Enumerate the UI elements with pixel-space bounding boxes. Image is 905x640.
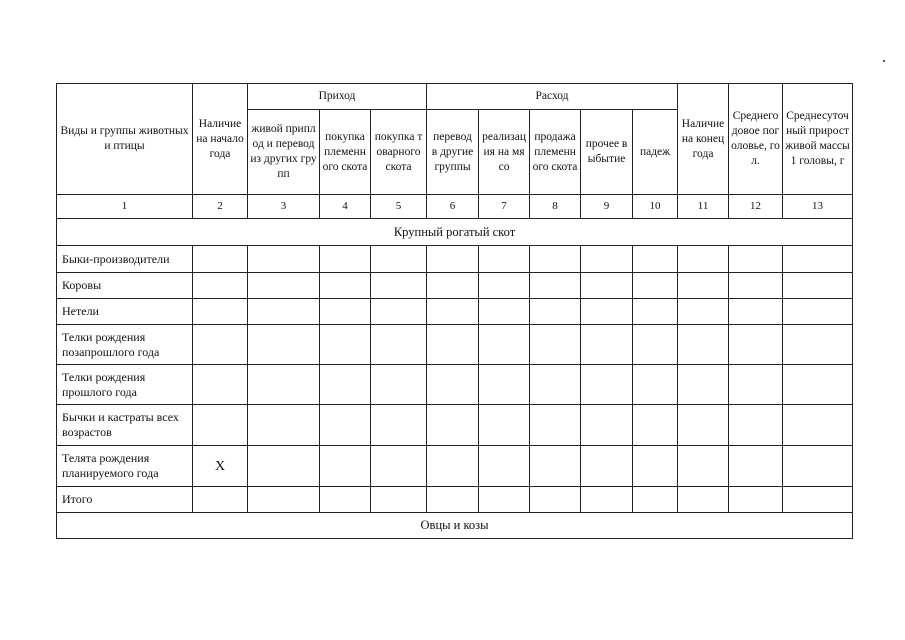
column-number: 7 — [479, 195, 530, 219]
table-cell[interactable] — [479, 365, 530, 405]
cell-start[interactable] — [193, 273, 248, 299]
table-cell[interactable] — [633, 299, 678, 325]
table-cell[interactable] — [729, 446, 783, 487]
table-cell[interactable] — [678, 365, 729, 405]
table-cell[interactable] — [479, 246, 530, 273]
table-cell[interactable] — [783, 246, 853, 273]
cell-start[interactable] — [193, 365, 248, 405]
cell-start[interactable] — [193, 405, 248, 446]
table-cell[interactable] — [371, 299, 427, 325]
column-number: 1 — [57, 195, 193, 219]
header-income-col: покупка племенного скота — [320, 110, 371, 195]
table-cell[interactable] — [371, 446, 427, 487]
table-cell[interactable] — [371, 365, 427, 405]
table-cell[interactable] — [248, 365, 320, 405]
table-cell[interactable] — [371, 487, 427, 513]
section-row-cattle — [57, 219, 853, 246]
column-number: 11 — [678, 195, 729, 219]
livestock-movement-table — [56, 83, 853, 539]
table-cell[interactable] — [678, 325, 729, 365]
cell-start[interactable]: Х — [193, 446, 248, 487]
table-cell[interactable] — [371, 405, 427, 446]
table-cell[interactable] — [729, 487, 783, 513]
table-cell[interactable] — [530, 487, 581, 513]
table-cell[interactable] — [678, 246, 729, 273]
table-cell[interactable] — [783, 325, 853, 365]
table-cell[interactable] — [530, 405, 581, 446]
table-row — [57, 299, 853, 325]
table-cell[interactable] — [427, 446, 479, 487]
data-rows — [57, 246, 853, 513]
table-cell[interactable] — [248, 446, 320, 487]
row-label: Быки-производители — [57, 246, 193, 273]
row-label: Бычки и кастраты всех возрастов — [57, 405, 193, 446]
column-number: 2 — [193, 195, 248, 219]
table-cell[interactable] — [371, 325, 427, 365]
table-cell[interactable] — [633, 405, 678, 446]
table-cell[interactable] — [530, 325, 581, 365]
row-label: Телята рождения планируемого года — [57, 446, 193, 487]
table-cell[interactable] — [248, 405, 320, 446]
cell-start[interactable] — [193, 299, 248, 325]
table-cell[interactable] — [427, 246, 479, 273]
table-cell[interactable] — [320, 299, 371, 325]
table-cell[interactable] — [729, 405, 783, 446]
table-row — [57, 246, 853, 273]
table-cell[interactable] — [320, 246, 371, 273]
table-cell[interactable] — [479, 487, 530, 513]
table-cell[interactable] — [320, 365, 371, 405]
header-daily-gain: Среднесуточный прирост живой массы 1 головы, г — [783, 84, 853, 195]
table-cell[interactable] — [729, 299, 783, 325]
table-cell[interactable] — [530, 365, 581, 405]
column-number: 13 — [783, 195, 853, 219]
table-cell[interactable] — [581, 405, 633, 446]
table-cell[interactable] — [320, 325, 371, 365]
header-expense-col: прочее выбытие — [581, 110, 633, 195]
table-row — [57, 365, 853, 405]
table-row — [57, 325, 853, 365]
table-cell[interactable] — [320, 273, 371, 299]
table-cell[interactable] — [633, 446, 678, 487]
table-cell[interactable] — [427, 365, 479, 405]
table-cell[interactable] — [479, 273, 530, 299]
header-end: Наличие на конец года — [678, 84, 729, 195]
header-expense-col: перевод в другие группы — [427, 110, 479, 195]
cell-start[interactable] — [193, 487, 248, 513]
header-expense-col: продажа племенного скота — [530, 110, 581, 195]
table-row — [57, 405, 853, 446]
table-cell[interactable] — [427, 405, 479, 446]
stray-dot — [883, 60, 885, 62]
row-label: Нетели — [57, 299, 193, 325]
table-cell[interactable] — [581, 273, 633, 299]
table-cell[interactable] — [581, 246, 633, 273]
column-number: 6 — [427, 195, 479, 219]
table-cell[interactable] — [581, 299, 633, 325]
table-cell[interactable] — [678, 487, 729, 513]
row-label: Итого — [57, 487, 193, 513]
table-cell[interactable] — [248, 299, 320, 325]
column-number-row — [57, 195, 853, 219]
table-cell[interactable] — [530, 273, 581, 299]
table-cell[interactable] — [248, 273, 320, 299]
header-species: Виды и группы животных и птицы — [57, 84, 193, 195]
cell-start[interactable] — [193, 325, 248, 365]
table-cell[interactable] — [427, 273, 479, 299]
table-cell[interactable] — [581, 446, 633, 487]
table-row — [57, 273, 853, 299]
table-cell[interactable] — [427, 299, 479, 325]
table-cell[interactable] — [479, 299, 530, 325]
table-cell[interactable] — [678, 273, 729, 299]
table-row — [57, 446, 853, 487]
table-cell[interactable] — [581, 365, 633, 405]
table-cell[interactable] — [581, 487, 633, 513]
header-income-col: живой приплод и перевод из других групп — [248, 110, 320, 195]
table-cell[interactable] — [248, 487, 320, 513]
table-cell[interactable] — [678, 446, 729, 487]
header-expense-col: реализация на мясо — [479, 110, 530, 195]
header-expense-group: Расход — [427, 84, 678, 110]
table-cell[interactable] — [729, 365, 783, 405]
table-cell[interactable] — [248, 325, 320, 365]
header-income-group: Приход — [248, 84, 427, 110]
table-cell[interactable] — [248, 246, 320, 273]
table-cell[interactable] — [783, 365, 853, 405]
header-income-col: покупка товарного скота — [371, 110, 427, 195]
section-row-sheep — [57, 513, 853, 539]
table-cell[interactable] — [320, 487, 371, 513]
column-number: 9 — [581, 195, 633, 219]
table-cell[interactable] — [320, 405, 371, 446]
section-title-sheep: Овцы и козы — [57, 513, 853, 539]
header-row-1 — [57, 84, 853, 110]
table-cell[interactable] — [633, 325, 678, 365]
table-cell[interactable] — [783, 299, 853, 325]
column-number: 8 — [530, 195, 581, 219]
table-cell[interactable] — [678, 405, 729, 446]
column-number: 3 — [248, 195, 320, 219]
table-cell[interactable] — [581, 325, 633, 365]
table-cell[interactable] — [729, 273, 783, 299]
table-cell[interactable] — [633, 365, 678, 405]
table-cell[interactable] — [783, 446, 853, 487]
column-number: 5 — [371, 195, 427, 219]
row-label: Коровы — [57, 273, 193, 299]
table-cell[interactable] — [783, 273, 853, 299]
table-cell[interactable] — [633, 273, 678, 299]
cell-start[interactable] — [193, 246, 248, 273]
table-cell[interactable] — [427, 325, 479, 365]
table-cell[interactable] — [678, 299, 729, 325]
table-cell[interactable] — [530, 246, 581, 273]
header-avg-stock: Среднегодовое поголовье, гол. — [729, 84, 783, 195]
header-expense-col: падеж — [633, 110, 678, 195]
column-number: 10 — [633, 195, 678, 219]
table-row — [57, 487, 853, 513]
section-title-cattle: Крупный рогатый скот — [57, 219, 853, 246]
table-cell[interactable] — [633, 246, 678, 273]
table-cell[interactable] — [633, 487, 678, 513]
header-start: Наличие на начало года — [193, 84, 248, 195]
table-cell[interactable] — [729, 325, 783, 365]
table-cell[interactable] — [427, 487, 479, 513]
table-cell[interactable] — [783, 487, 853, 513]
row-label: Телки рождения позапрошлого года — [57, 325, 193, 365]
table-cell[interactable] — [479, 325, 530, 365]
table-cell[interactable] — [479, 446, 530, 487]
table-cell[interactable] — [479, 405, 530, 446]
column-number: 12 — [729, 195, 783, 219]
table-cell[interactable] — [371, 273, 427, 299]
table-cell[interactable] — [530, 446, 581, 487]
table-cell[interactable] — [320, 446, 371, 487]
row-label: Телки рождения прошлого года — [57, 365, 193, 405]
table-cell[interactable] — [783, 405, 853, 446]
column-number: 4 — [320, 195, 371, 219]
table-cell[interactable] — [729, 246, 783, 273]
table-cell[interactable] — [530, 299, 581, 325]
table-cell[interactable] — [371, 246, 427, 273]
